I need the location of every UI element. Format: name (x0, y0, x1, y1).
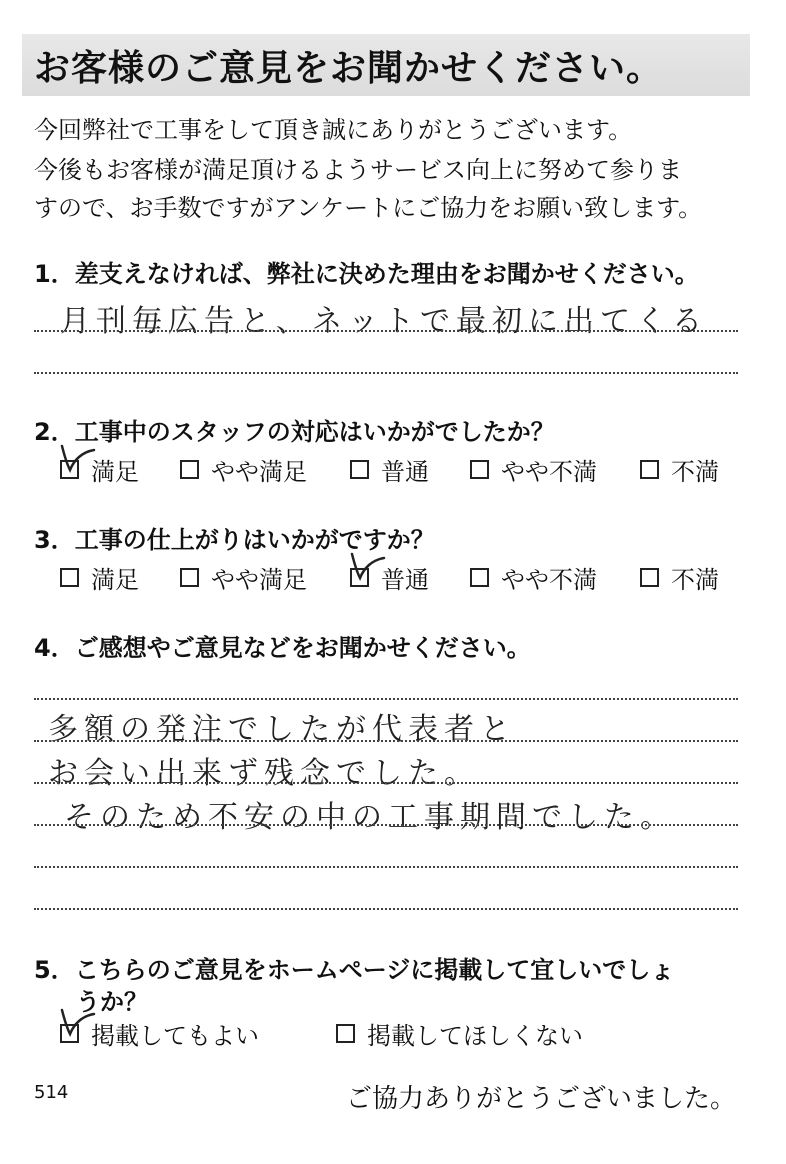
answer-line (34, 824, 738, 826)
option-label: やや満足 (211, 566, 307, 594)
answer-line (34, 330, 738, 332)
checkbox[interactable] (60, 568, 79, 587)
q3-option-1[interactable] (60, 560, 139, 595)
checkbox[interactable] (180, 460, 199, 479)
question-3-label: 3．工事の仕上がりはいかがですか？ (34, 526, 435, 554)
option-label: やや満足 (211, 458, 307, 486)
q3-option-3[interactable] (350, 560, 429, 595)
page-number: 514 (34, 1082, 69, 1103)
question-2-label: 2．工事中のスタッフの対応はいかがでしたか？ (34, 418, 555, 446)
option-label: 満足 (91, 566, 139, 594)
option-label: やや不満 (501, 458, 597, 486)
question-4-answer-line-3[interactable]: そのため不安の中の工事期間でした。 (64, 800, 676, 835)
checkbox[interactable] (640, 460, 659, 479)
q2-option-4[interactable] (470, 452, 597, 487)
handwritten-check-icon (56, 1004, 96, 1038)
question-4-label: 4．ご感想やご意見などをお聞かせください。 (34, 634, 531, 662)
answer-line (34, 740, 738, 742)
q5-option-2[interactable] (336, 1016, 583, 1051)
option-label: 普通 (381, 458, 429, 486)
option-label: やや不満 (501, 566, 597, 594)
option-label: 満足 (91, 458, 139, 486)
checkbox-checked[interactable] (350, 568, 369, 587)
checkbox[interactable] (640, 568, 659, 587)
question-5-label-line-2: うか？ (76, 988, 148, 1016)
q2-option-2[interactable] (180, 452, 307, 487)
answer-line (34, 866, 738, 868)
q3-option-4[interactable] (470, 560, 597, 595)
intro-line-3: すので、お手数ですがアンケートにご協力をお願い致します。 (34, 194, 703, 222)
q5-option-1[interactable] (60, 1016, 259, 1051)
option-label: 不満 (671, 458, 719, 486)
checkbox[interactable] (470, 460, 489, 479)
question-1-answer[interactable]: 月刊毎広告と、ネットで最初に出てくる (60, 304, 708, 339)
answer-line (34, 908, 738, 910)
q2-option-5[interactable] (640, 452, 719, 487)
q3-option-2[interactable] (180, 560, 307, 595)
question-4-answer-line-2[interactable]: お会い出来ず残念でした。 (48, 756, 480, 791)
handwritten-check-icon (56, 440, 96, 474)
question-5-label-line-1: 5．こちらのご意見をホームページに掲載して宜しいでしょ (34, 956, 675, 984)
answer-line (34, 372, 738, 374)
checkbox[interactable] (180, 568, 199, 587)
answer-line (34, 782, 738, 784)
q2-option-1[interactable] (60, 452, 139, 487)
intro-line-1: 今回弊社で工事をして頂き誠にありがとうございます。 (34, 116, 633, 144)
question-1-label: 1．差支えなければ、弊社に決めた理由をお聞かせください。 (34, 260, 699, 288)
option-label: 掲載してほしくない (367, 1022, 583, 1050)
checkbox[interactable] (350, 460, 369, 479)
checkbox[interactable] (336, 1024, 355, 1043)
checkbox-checked[interactable] (60, 1024, 79, 1043)
thanks-message: ご協力ありがとうございました。 (346, 1084, 737, 1114)
q2-option-3[interactable] (350, 452, 429, 487)
answer-line (34, 698, 738, 700)
page-title: お客様のご意見をお聞かせください。 (34, 48, 664, 89)
handwritten-check-icon (346, 548, 386, 582)
intro-line-2: 今後もお客様が満足頂けるようサービス向上に努めて参りま (34, 156, 682, 184)
option-label: 掲載してもよい (91, 1022, 259, 1050)
question-4-answer-line-1[interactable]: 多額の発注でしたが代表者と (48, 712, 516, 747)
option-label: 普通 (381, 566, 429, 594)
checkbox[interactable] (470, 568, 489, 587)
option-label: 不満 (671, 566, 719, 594)
checkbox-checked[interactable] (60, 460, 79, 479)
q3-option-5[interactable] (640, 560, 719, 595)
